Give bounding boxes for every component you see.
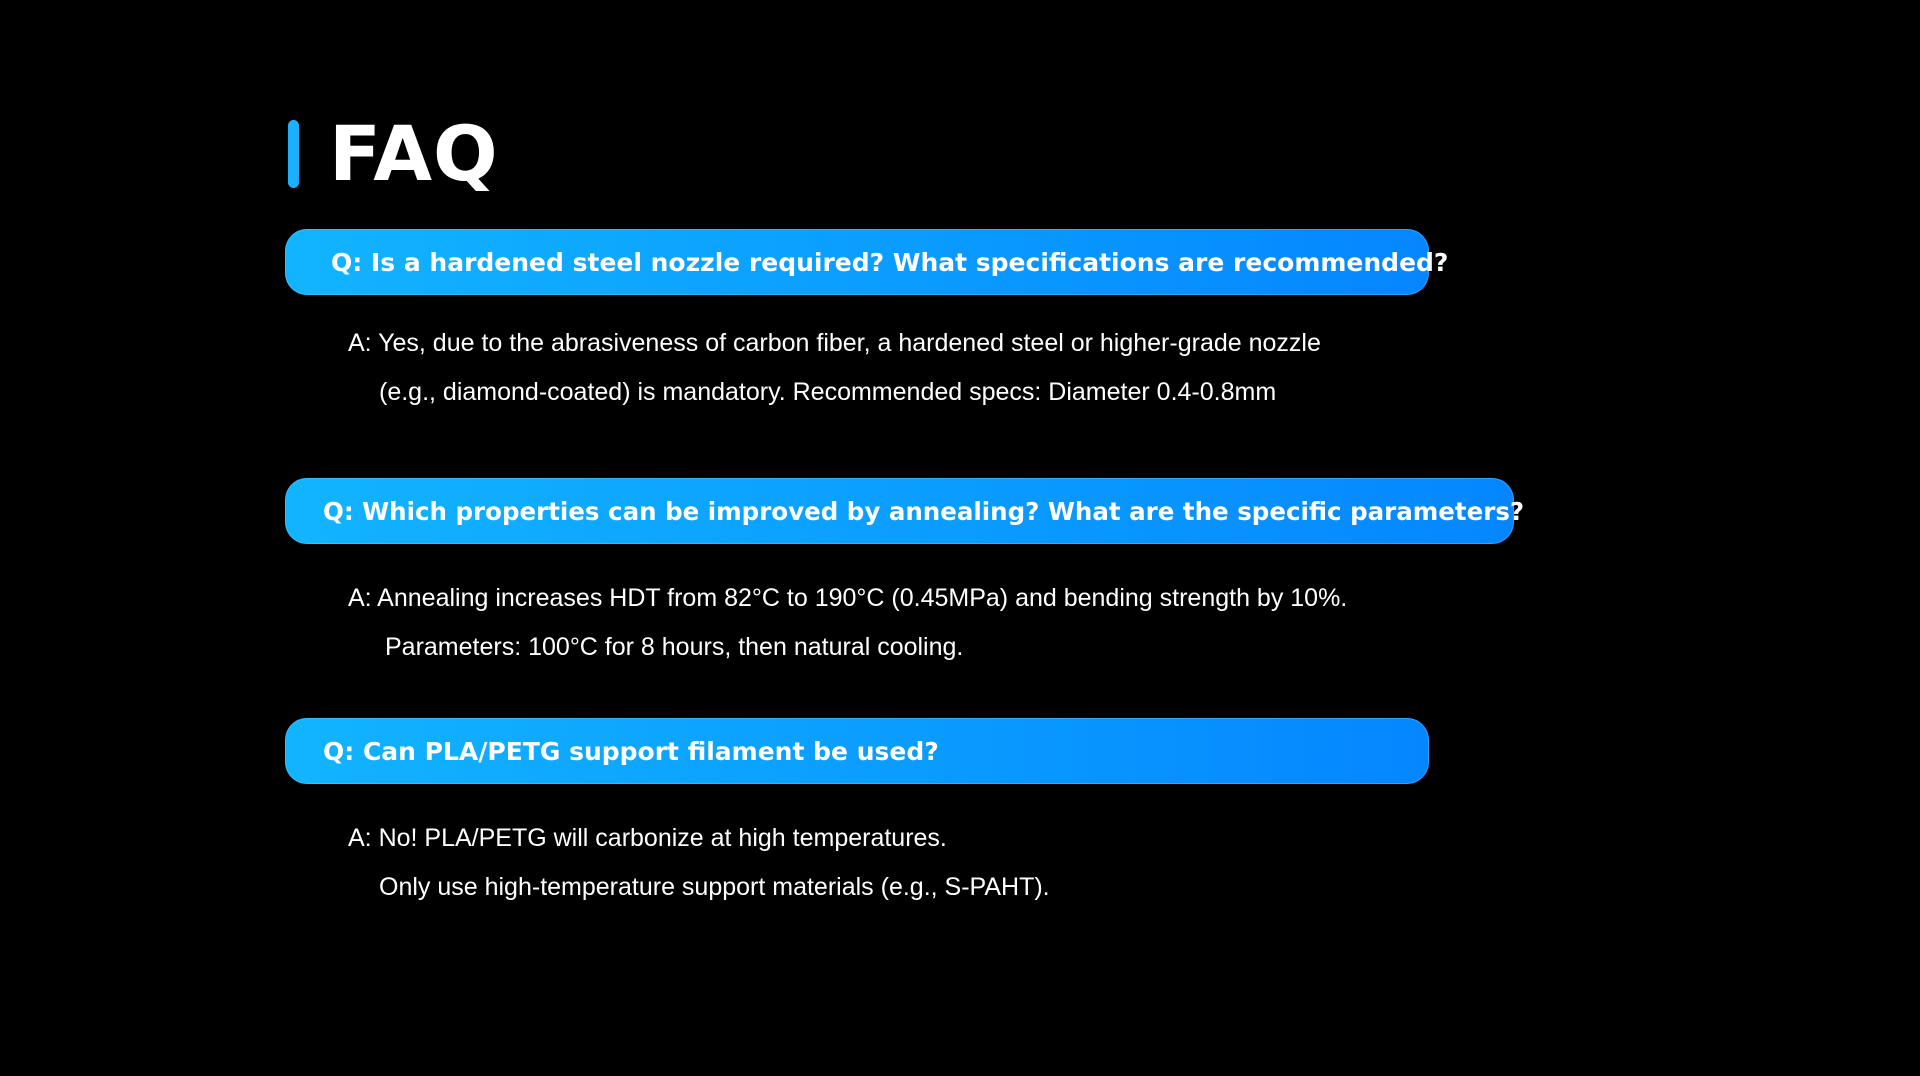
faq-answer-3-line-2: Only use high-temperature support materials (e.g., S-PAHT). xyxy=(379,873,1050,901)
faq-question-3: Q: Can PLA/PETG support filament be used? xyxy=(285,718,1429,784)
faq-answer-2-line-2: Parameters: 100°C for 8 hours, then natural cooling. xyxy=(385,633,964,661)
faq-answer-1 xyxy=(348,319,1321,417)
faq-answer-2 xyxy=(348,574,1347,672)
faq-question-2: Q: Which properties can be improved by annealing? What are the specific parameters? xyxy=(285,478,1514,544)
faq-answer-1-line-2: (e.g., diamond-coated) is mandatory. Recommended specs: Diameter 0.4-0.8mm xyxy=(379,378,1277,406)
page-title: FAQ xyxy=(329,109,499,198)
page-header xyxy=(288,109,499,198)
faq-question-1: Q: Is a hardened steel nozzle required? What specifications are recommended? xyxy=(285,229,1429,295)
title-accent-bar xyxy=(288,120,299,188)
faq-answer-1-line-1: A: Yes, due to the abrasiveness of carbon fiber, a hardened steel or higher-grade nozzle xyxy=(348,329,1321,357)
faq-answer-3-line-1: A: No! PLA/PETG will carbonize at high temperatures. xyxy=(348,824,947,852)
faq-answer-2-line-1: A: Annealing increases HDT from 82°C to 190°C (0.45MPa) and bending strength by 10%. xyxy=(348,584,1348,612)
faq-answer-3 xyxy=(348,814,1050,912)
